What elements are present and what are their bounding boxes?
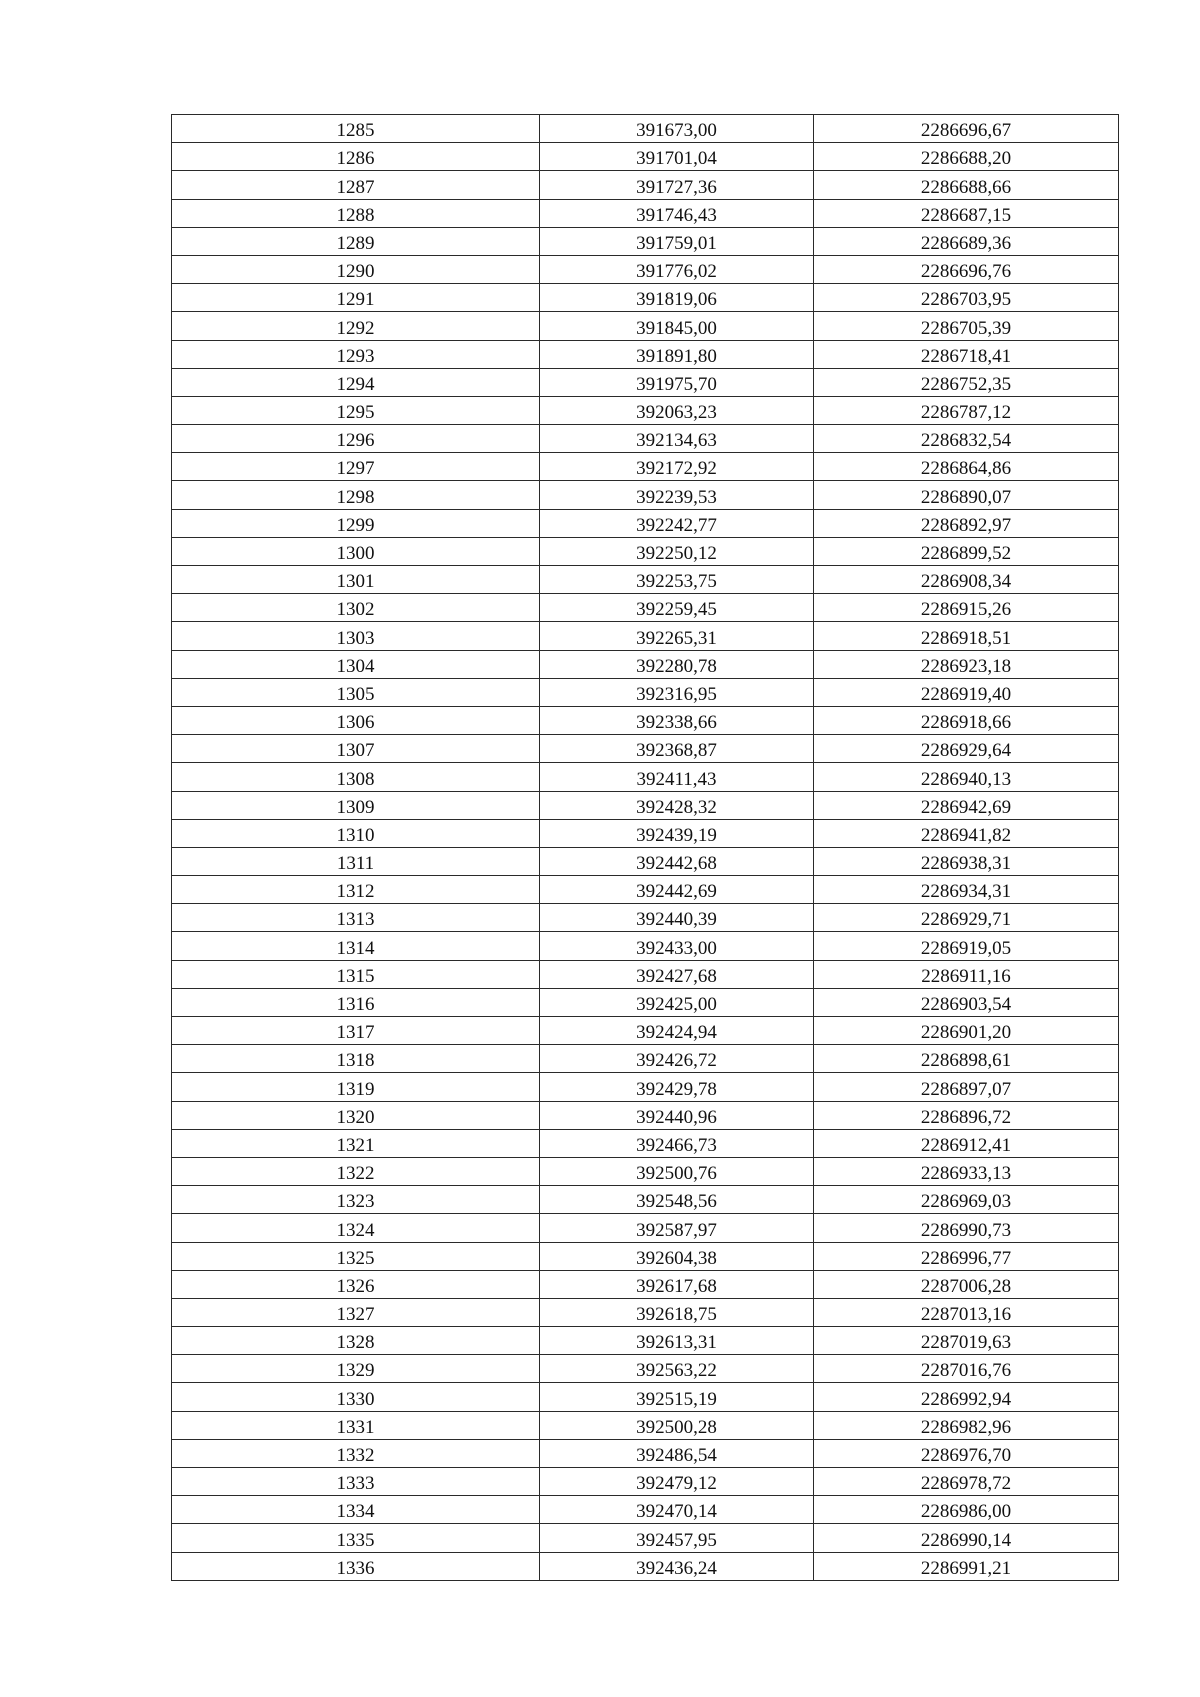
x-coordinate-cell: 391819,06	[540, 284, 814, 312]
y-coordinate-cell: 2286896,72	[814, 1101, 1119, 1129]
y-coordinate-cell: 2287013,16	[814, 1298, 1119, 1326]
x-coordinate-cell: 392425,00	[540, 988, 814, 1016]
y-coordinate-cell: 2286703,95	[814, 284, 1119, 312]
y-coordinate-cell: 2286864,86	[814, 453, 1119, 481]
x-coordinate-cell: 392457,95	[540, 1524, 814, 1552]
point-number-cell: 1324	[172, 1214, 540, 1242]
x-coordinate-cell: 392265,31	[540, 622, 814, 650]
y-coordinate-cell: 2286938,31	[814, 847, 1119, 875]
x-coordinate-cell: 392239,53	[540, 481, 814, 509]
x-coordinate-cell: 392604,38	[540, 1242, 814, 1270]
y-coordinate-cell: 2286899,52	[814, 537, 1119, 565]
point-number-cell: 1320	[172, 1101, 540, 1129]
point-number-cell: 1314	[172, 932, 540, 960]
x-coordinate-cell: 392424,94	[540, 1017, 814, 1045]
x-coordinate-cell: 391727,36	[540, 171, 814, 199]
y-coordinate-cell: 2286929,64	[814, 735, 1119, 763]
x-coordinate-cell: 392433,00	[540, 932, 814, 960]
x-coordinate-cell: 392500,76	[540, 1157, 814, 1185]
point-number-cell: 1292	[172, 312, 540, 340]
y-coordinate-cell: 2286919,40	[814, 678, 1119, 706]
y-coordinate-cell: 2286991,21	[814, 1552, 1119, 1580]
x-coordinate-cell: 391975,70	[540, 368, 814, 396]
point-number-cell: 1332	[172, 1439, 540, 1467]
y-coordinate-cell: 2286912,41	[814, 1129, 1119, 1157]
y-coordinate-cell: 2286897,07	[814, 1073, 1119, 1101]
point-number-cell: 1298	[172, 481, 540, 509]
x-coordinate-cell: 392563,22	[540, 1355, 814, 1383]
point-number-cell: 1285	[172, 115, 540, 143]
table-row	[172, 1242, 1119, 1270]
table-row	[172, 284, 1119, 312]
table-row	[172, 932, 1119, 960]
x-coordinate-cell: 391845,00	[540, 312, 814, 340]
x-coordinate-cell: 392250,12	[540, 537, 814, 565]
coordinates-table-body	[172, 115, 1119, 1581]
table-row	[172, 650, 1119, 678]
table-row	[172, 735, 1119, 763]
x-coordinate-cell: 392427,68	[540, 960, 814, 988]
table-row	[172, 1017, 1119, 1045]
x-coordinate-cell: 392442,69	[540, 876, 814, 904]
table-row	[172, 340, 1119, 368]
x-coordinate-cell: 392613,31	[540, 1327, 814, 1355]
x-coordinate-cell: 392440,39	[540, 904, 814, 932]
table-row	[172, 847, 1119, 875]
x-coordinate-cell: 392259,45	[540, 594, 814, 622]
table-row	[172, 1214, 1119, 1242]
point-number-cell: 1330	[172, 1383, 540, 1411]
y-coordinate-cell: 2286933,13	[814, 1157, 1119, 1185]
y-coordinate-cell: 2286918,66	[814, 706, 1119, 734]
table-row	[172, 1186, 1119, 1214]
table-row	[172, 199, 1119, 227]
x-coordinate-cell: 392548,56	[540, 1186, 814, 1214]
y-coordinate-cell: 2286969,03	[814, 1186, 1119, 1214]
y-coordinate-cell: 2286892,97	[814, 509, 1119, 537]
table-row	[172, 368, 1119, 396]
table-row	[172, 453, 1119, 481]
table-row	[172, 227, 1119, 255]
x-coordinate-cell: 392242,77	[540, 509, 814, 537]
x-coordinate-cell: 392442,68	[540, 847, 814, 875]
point-number-cell: 1304	[172, 650, 540, 678]
x-coordinate-cell: 392486,54	[540, 1439, 814, 1467]
y-coordinate-cell: 2286688,20	[814, 143, 1119, 171]
x-coordinate-cell: 392172,92	[540, 453, 814, 481]
table-row	[172, 622, 1119, 650]
table-row	[172, 763, 1119, 791]
y-coordinate-cell: 2286996,77	[814, 1242, 1119, 1270]
point-number-cell: 1331	[172, 1411, 540, 1439]
table-row	[172, 1468, 1119, 1496]
x-coordinate-cell: 392470,14	[540, 1496, 814, 1524]
point-number-cell: 1302	[172, 594, 540, 622]
table-row	[172, 396, 1119, 424]
point-number-cell: 1323	[172, 1186, 540, 1214]
x-coordinate-cell: 392316,95	[540, 678, 814, 706]
table-row	[172, 1129, 1119, 1157]
table-row	[172, 1073, 1119, 1101]
y-coordinate-cell: 2286915,26	[814, 594, 1119, 622]
table-row	[172, 960, 1119, 988]
table-row	[172, 509, 1119, 537]
point-number-cell: 1300	[172, 537, 540, 565]
x-coordinate-cell: 392618,75	[540, 1298, 814, 1326]
table-row	[172, 1045, 1119, 1073]
table-row	[172, 1355, 1119, 1383]
point-number-cell: 1297	[172, 453, 540, 481]
point-number-cell: 1288	[172, 199, 540, 227]
x-coordinate-cell: 392466,73	[540, 1129, 814, 1157]
y-coordinate-cell: 2286978,72	[814, 1468, 1119, 1496]
table-row	[172, 1101, 1119, 1129]
point-number-cell: 1287	[172, 171, 540, 199]
x-coordinate-cell: 392253,75	[540, 566, 814, 594]
x-coordinate-cell: 392429,78	[540, 1073, 814, 1101]
point-number-cell: 1315	[172, 960, 540, 988]
x-coordinate-cell: 392063,23	[540, 396, 814, 424]
point-number-cell: 1321	[172, 1129, 540, 1157]
table-row	[172, 876, 1119, 904]
y-coordinate-cell: 2286940,13	[814, 763, 1119, 791]
point-number-cell: 1294	[172, 368, 540, 396]
table-row	[172, 1411, 1119, 1439]
y-coordinate-cell: 2286990,14	[814, 1524, 1119, 1552]
table-row	[172, 115, 1119, 143]
x-coordinate-cell: 392134,63	[540, 425, 814, 453]
point-number-cell: 1296	[172, 425, 540, 453]
x-coordinate-cell: 392338,66	[540, 706, 814, 734]
y-coordinate-cell: 2286908,34	[814, 566, 1119, 594]
x-coordinate-cell: 391891,80	[540, 340, 814, 368]
y-coordinate-cell: 2286832,54	[814, 425, 1119, 453]
table-row	[172, 1383, 1119, 1411]
point-number-cell: 1310	[172, 819, 540, 847]
y-coordinate-cell: 2287019,63	[814, 1327, 1119, 1355]
x-coordinate-cell: 391701,04	[540, 143, 814, 171]
table-row	[172, 1524, 1119, 1552]
x-coordinate-cell: 392426,72	[540, 1045, 814, 1073]
x-coordinate-cell: 392515,19	[540, 1383, 814, 1411]
x-coordinate-cell: 392587,97	[540, 1214, 814, 1242]
y-coordinate-cell: 2286942,69	[814, 791, 1119, 819]
point-number-cell: 1305	[172, 678, 540, 706]
y-coordinate-cell: 2287006,28	[814, 1270, 1119, 1298]
table-row	[172, 1439, 1119, 1467]
y-coordinate-cell: 2286934,31	[814, 876, 1119, 904]
table-row	[172, 537, 1119, 565]
table-row	[172, 594, 1119, 622]
point-number-cell: 1308	[172, 763, 540, 791]
y-coordinate-cell: 2286687,15	[814, 199, 1119, 227]
y-coordinate-cell: 2286752,35	[814, 368, 1119, 396]
point-number-cell: 1334	[172, 1496, 540, 1524]
point-number-cell: 1286	[172, 143, 540, 171]
point-number-cell: 1317	[172, 1017, 540, 1045]
table-row	[172, 312, 1119, 340]
table-row	[172, 706, 1119, 734]
point-number-cell: 1295	[172, 396, 540, 424]
x-coordinate-cell: 392440,96	[540, 1101, 814, 1129]
y-coordinate-cell: 2286941,82	[814, 819, 1119, 847]
point-number-cell: 1318	[172, 1045, 540, 1073]
y-coordinate-cell: 2286898,61	[814, 1045, 1119, 1073]
x-coordinate-cell: 392280,78	[540, 650, 814, 678]
table-row	[172, 1327, 1119, 1355]
x-coordinate-cell: 392439,19	[540, 819, 814, 847]
table-row	[172, 425, 1119, 453]
point-number-cell: 1309	[172, 791, 540, 819]
point-number-cell: 1311	[172, 847, 540, 875]
table-row	[172, 988, 1119, 1016]
point-number-cell: 1303	[172, 622, 540, 650]
point-number-cell: 1307	[172, 735, 540, 763]
table-row	[172, 171, 1119, 199]
point-number-cell: 1327	[172, 1298, 540, 1326]
point-number-cell: 1329	[172, 1355, 540, 1383]
point-number-cell: 1335	[172, 1524, 540, 1552]
table-row	[172, 678, 1119, 706]
x-coordinate-cell: 391746,43	[540, 199, 814, 227]
x-coordinate-cell: 391759,01	[540, 227, 814, 255]
x-coordinate-cell: 392617,68	[540, 1270, 814, 1298]
x-coordinate-cell: 392411,43	[540, 763, 814, 791]
point-number-cell: 1326	[172, 1270, 540, 1298]
y-coordinate-cell: 2286787,12	[814, 396, 1119, 424]
table-row	[172, 1496, 1119, 1524]
point-number-cell: 1325	[172, 1242, 540, 1270]
x-coordinate-cell: 391776,02	[540, 255, 814, 283]
y-coordinate-cell: 2286705,39	[814, 312, 1119, 340]
x-coordinate-cell: 392436,24	[540, 1552, 814, 1580]
point-number-cell: 1328	[172, 1327, 540, 1355]
y-coordinate-cell: 2286696,76	[814, 255, 1119, 283]
table-row	[172, 481, 1119, 509]
x-coordinate-cell: 392428,32	[540, 791, 814, 819]
coordinates-table	[171, 114, 1119, 1581]
y-coordinate-cell: 2286890,07	[814, 481, 1119, 509]
y-coordinate-cell: 2286919,05	[814, 932, 1119, 960]
y-coordinate-cell: 2286911,16	[814, 960, 1119, 988]
x-coordinate-cell: 391673,00	[540, 115, 814, 143]
y-coordinate-cell: 2286689,36	[814, 227, 1119, 255]
table-row	[172, 143, 1119, 171]
y-coordinate-cell: 2286688,66	[814, 171, 1119, 199]
table-row	[172, 255, 1119, 283]
y-coordinate-cell: 2286696,67	[814, 115, 1119, 143]
point-number-cell: 1299	[172, 509, 540, 537]
point-number-cell: 1290	[172, 255, 540, 283]
x-coordinate-cell: 392500,28	[540, 1411, 814, 1439]
y-coordinate-cell: 2286718,41	[814, 340, 1119, 368]
point-number-cell: 1291	[172, 284, 540, 312]
point-number-cell: 1306	[172, 706, 540, 734]
point-number-cell: 1289	[172, 227, 540, 255]
point-number-cell: 1333	[172, 1468, 540, 1496]
table-row	[172, 904, 1119, 932]
y-coordinate-cell: 2287016,76	[814, 1355, 1119, 1383]
y-coordinate-cell: 2286976,70	[814, 1439, 1119, 1467]
table-row	[172, 791, 1119, 819]
point-number-cell: 1322	[172, 1157, 540, 1185]
table-row	[172, 1157, 1119, 1185]
table-row	[172, 819, 1119, 847]
point-number-cell: 1293	[172, 340, 540, 368]
y-coordinate-cell: 2286986,00	[814, 1496, 1119, 1524]
table-row	[172, 1552, 1119, 1580]
point-number-cell: 1319	[172, 1073, 540, 1101]
y-coordinate-cell: 2286903,54	[814, 988, 1119, 1016]
y-coordinate-cell: 2286929,71	[814, 904, 1119, 932]
y-coordinate-cell: 2286923,18	[814, 650, 1119, 678]
table-row	[172, 1298, 1119, 1326]
table-row	[172, 1270, 1119, 1298]
x-coordinate-cell: 392368,87	[540, 735, 814, 763]
y-coordinate-cell: 2286992,94	[814, 1383, 1119, 1411]
y-coordinate-cell: 2286918,51	[814, 622, 1119, 650]
point-number-cell: 1313	[172, 904, 540, 932]
y-coordinate-cell: 2286990,73	[814, 1214, 1119, 1242]
y-coordinate-cell: 2286901,20	[814, 1017, 1119, 1045]
y-coordinate-cell: 2286982,96	[814, 1411, 1119, 1439]
point-number-cell: 1301	[172, 566, 540, 594]
point-number-cell: 1316	[172, 988, 540, 1016]
x-coordinate-cell: 392479,12	[540, 1468, 814, 1496]
table-row	[172, 566, 1119, 594]
point-number-cell: 1336	[172, 1552, 540, 1580]
point-number-cell: 1312	[172, 876, 540, 904]
